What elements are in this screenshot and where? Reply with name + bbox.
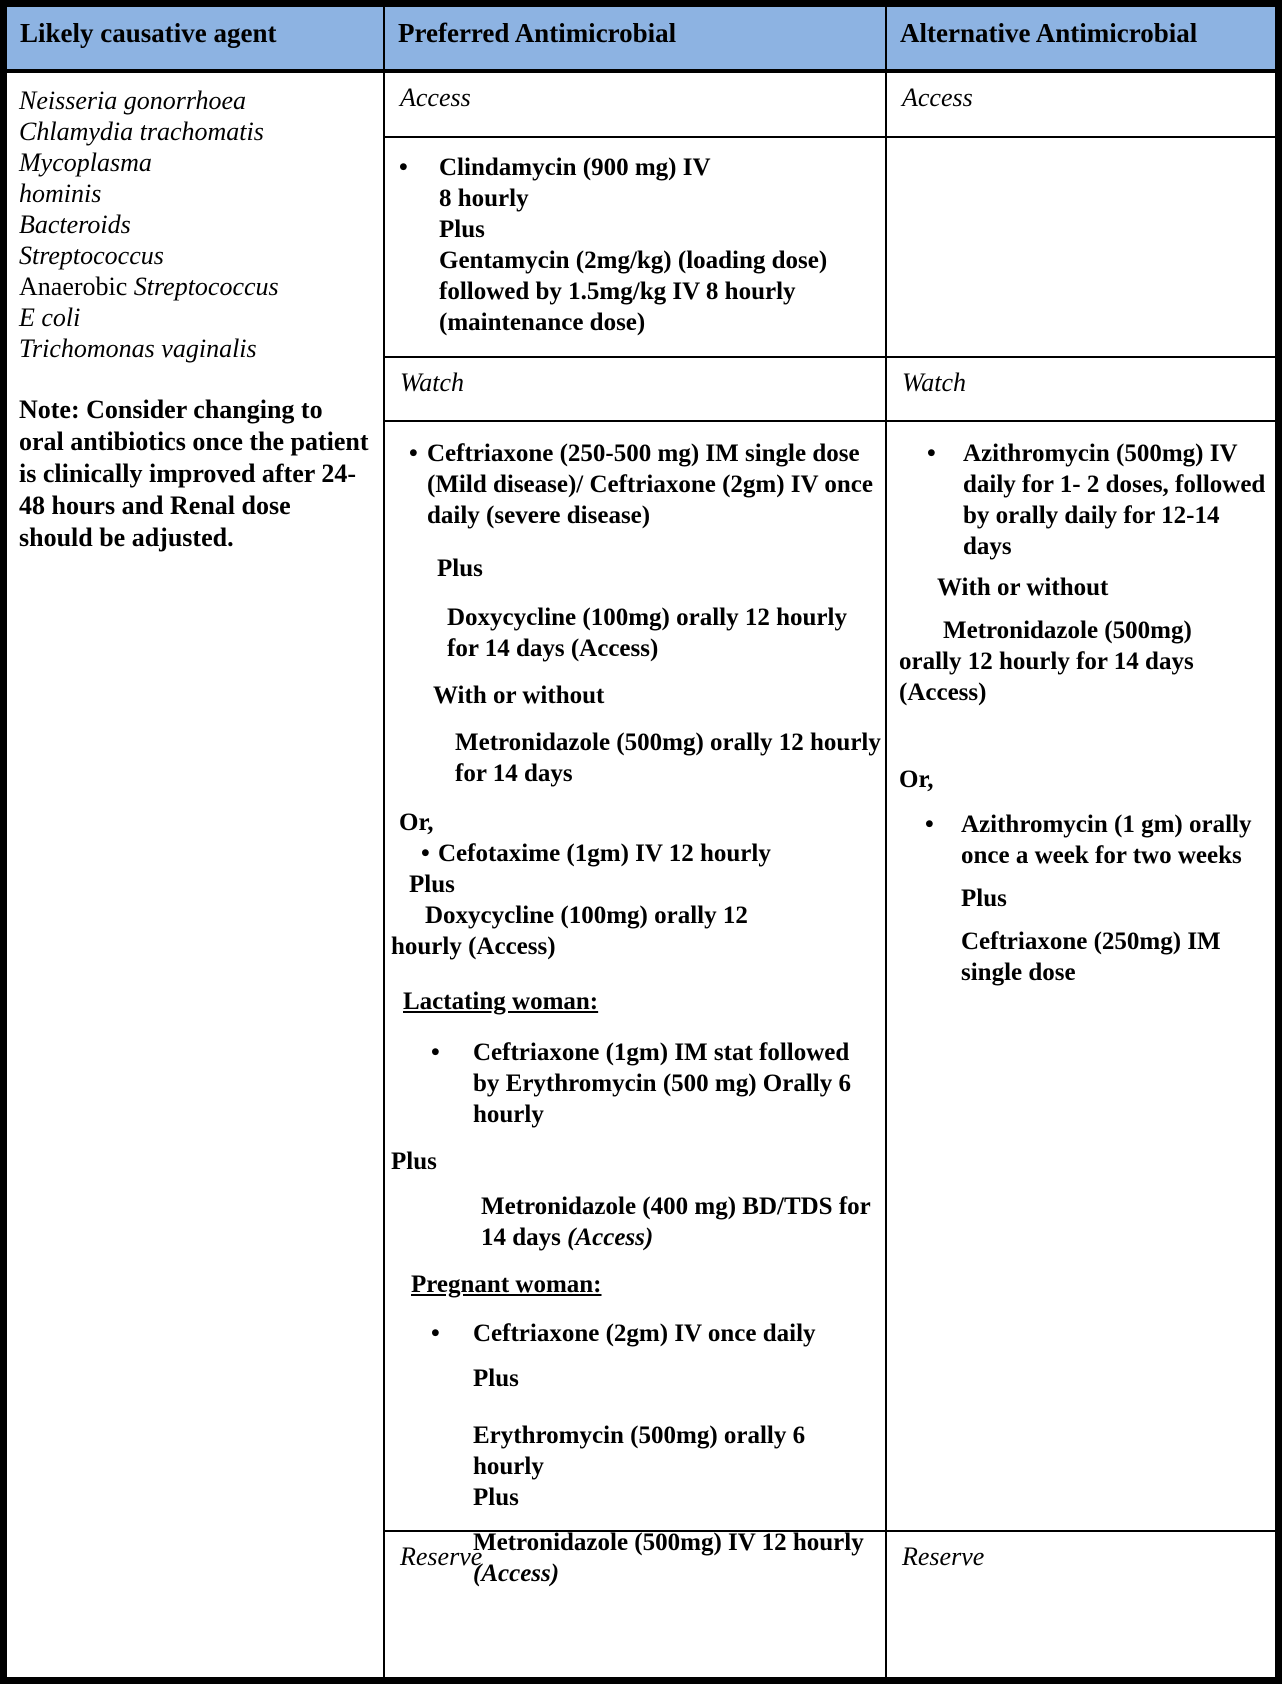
text-segment: Chlamydia trachomatis — [19, 117, 264, 146]
text-line — [385, 438, 881, 531]
text-segment: Anaerobic — [19, 272, 134, 301]
row-access-content — [385, 138, 1275, 358]
text-line — [385, 931, 881, 962]
text-segment: Erythromycin (500mg) orally 6 hourly — [473, 1422, 806, 1480]
text-line — [19, 240, 369, 271]
text-segment: Ceftriaxone (250-500 mg) IM single dose (Mild disease)/ Ceftriaxone (2gm) IV once daily (severe disease) — [427, 440, 873, 529]
text-line — [385, 1191, 881, 1253]
text-segment: Streptococcus — [133, 272, 279, 301]
text-segment: Ceftriaxone (250mg) IM single dose — [961, 928, 1221, 986]
text-line — [385, 602, 881, 664]
text-segment: Plus — [437, 555, 483, 582]
text-line — [385, 1269, 881, 1300]
text-line — [887, 572, 1271, 603]
preferred-reserve-label: Reserve — [385, 1532, 887, 1677]
row-watch-label — [385, 358, 1275, 422]
text-line — [385, 900, 881, 931]
text-line — [19, 85, 369, 116]
agent-list — [19, 85, 369, 364]
bullet-icon: • — [431, 1320, 440, 1347]
text-segment: (Access) — [899, 679, 987, 706]
text-line — [887, 677, 1271, 708]
text-segment: (Access) — [473, 1560, 560, 1587]
text-segment: Trichomonas vaginalis — [19, 334, 257, 363]
cell-alternative-watch-content — [887, 422, 1275, 1530]
bullet-icon: • — [421, 840, 430, 867]
text-line — [887, 438, 1271, 562]
cell-preferred-access-content — [385, 138, 887, 356]
text-segment: 8 hourly — [439, 185, 529, 212]
text-segment: Doxycycline (100mg) orally 12 — [425, 902, 748, 929]
cell-likely-causative-agents — [7, 73, 385, 1677]
text-line — [385, 214, 881, 245]
text-segment: Or, — [899, 766, 934, 793]
text-segment: Metronidazole (500mg) — [943, 617, 1192, 644]
text-segment: Metronidazole (500mg) orally 12 hourly for 14 days — [455, 729, 881, 787]
text-segment: Azithromycin (500mg) IV daily for 1- 2 doses, followed by orally daily for 12-14 days — [963, 440, 1266, 560]
text-line — [887, 615, 1271, 646]
text-line — [385, 1037, 881, 1130]
text-segment: Ceftriaxone (2gm) IV once daily — [473, 1320, 816, 1347]
table-body — [7, 73, 1275, 1677]
antimicrobial-columns — [385, 73, 1275, 1677]
text-line — [385, 1146, 881, 1177]
text-line — [385, 807, 881, 838]
text-line — [385, 307, 881, 338]
text-line — [385, 1482, 881, 1513]
bullet-icon: • — [409, 440, 418, 467]
text-line — [19, 271, 369, 302]
text-segment: Neisseria gonorrhoea — [19, 86, 247, 115]
text-line — [887, 809, 1271, 871]
preferred-access-label: Access — [385, 73, 887, 136]
note-text: Note: Consider changing to oral antibiotics once the patient is clinically improved after 24-48 hours and Renal dose should be adjusted. — [19, 395, 369, 552]
alternative-reserve-label: Reserve — [902, 1542, 985, 1571]
text-line — [385, 183, 881, 214]
text-segment: Gentamycin (2mg/kg) (loading dose) — [439, 247, 828, 274]
bullet-icon: • — [399, 154, 408, 181]
text-line — [19, 178, 369, 209]
text-line — [385, 276, 881, 307]
text-segment: Metronidazole (400 mg) BD/TDS for 14 days — [481, 1193, 871, 1251]
text-line — [385, 553, 881, 584]
preferred-watch-label: Watch — [385, 358, 887, 420]
bullet-icon: • — [927, 440, 936, 467]
text-segment: Pregnant woman: — [411, 1271, 602, 1298]
text-segment: Bacteroids — [19, 210, 131, 239]
text-line — [385, 245, 881, 276]
text-segment: followed by 1.5mg/kg IV 8 hourly — [439, 278, 796, 305]
text-line — [887, 646, 1271, 677]
text-segment: hominis — [19, 179, 102, 208]
text-segment: (Access) — [567, 1224, 654, 1251]
alternative-watch-label: Watch — [902, 368, 967, 397]
text-line — [19, 116, 369, 147]
text-segment: Doxycycline (100mg) orally 12 hourly for 14 days (Access) — [447, 604, 847, 662]
text-segment: With or without — [937, 574, 1109, 601]
text-segment: Streptococcus — [19, 241, 164, 270]
text-line — [887, 926, 1271, 988]
header-preferred-antimicrobial: Preferred Antimicrobial — [385, 7, 887, 69]
text-line — [385, 986, 881, 1017]
text-line — [887, 764, 1271, 795]
text-segment: Plus — [473, 1365, 519, 1392]
text-line — [19, 147, 369, 178]
text-line — [385, 1363, 881, 1394]
text-line — [887, 883, 1271, 914]
text-segment: orally 12 hourly for 14 days — [899, 648, 1194, 675]
text-segment: hourly (Access) — [391, 933, 556, 960]
text-line — [385, 838, 881, 869]
text-line — [19, 333, 369, 364]
header-alternative-antimicrobial: Alternative Antimicrobial — [900, 18, 1198, 48]
text-line — [385, 680, 881, 711]
text-segment: Azithromycin (1 gm) orally once a week for two weeks — [961, 811, 1252, 869]
text-segment: Metronidazole (500mg) IV 12 hourly — [473, 1529, 864, 1556]
text-segment: Plus — [409, 871, 455, 898]
bullet-icon: • — [925, 811, 934, 838]
text-line — [385, 152, 881, 183]
text-segment: Or, — [399, 809, 434, 836]
alternative-access-label: Access — [902, 83, 973, 112]
text-segment: (maintenance dose) — [439, 309, 646, 336]
text-line — [19, 209, 369, 240]
text-segment: Lactating woman: — [403, 988, 599, 1015]
text-segment: E coli — [19, 303, 81, 332]
text-segment: Clindamycin (900 mg) IV — [439, 154, 711, 181]
text-segment: Plus — [439, 216, 485, 243]
text-segment: With or without — [433, 682, 605, 709]
bullet-icon: • — [431, 1039, 440, 1066]
text-segment: Plus — [473, 1484, 519, 1511]
table-header-row — [7, 7, 1275, 73]
cell-alternative-access-content — [887, 138, 1275, 356]
row-access-label — [385, 73, 1275, 138]
text-line — [385, 727, 881, 789]
text-line — [385, 869, 881, 900]
text-segment: Plus — [391, 1148, 437, 1175]
text-segment: Ceftriaxone (1gm) IM stat followed by Erythromycin (500 mg) Orally 6 hourly — [473, 1039, 851, 1128]
text-line — [19, 302, 369, 333]
text-segment: Cefotaxime (1gm) IV 12 hourly — [438, 840, 771, 867]
text-line — [385, 1527, 881, 1589]
text-segment: Mycoplasma — [19, 148, 152, 177]
text-line — [385, 1318, 881, 1349]
text-line — [385, 1420, 881, 1482]
header-likely-causative-agent: Likely causative agent — [7, 7, 385, 69]
text-segment: Plus — [961, 885, 1007, 912]
